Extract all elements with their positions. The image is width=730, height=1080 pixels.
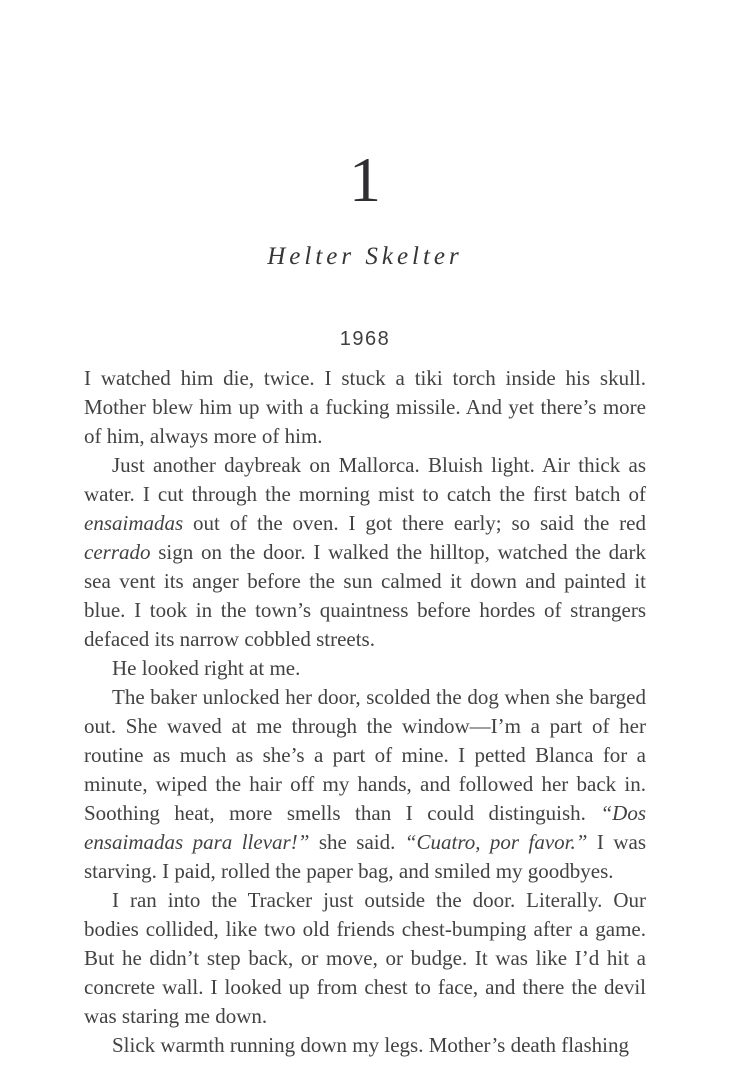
text-run: Just another daybreak on Mallorca. Bluish light. Air thick as water. I cut through the morning mist to catch the first batch of [84, 453, 646, 506]
text-run: Slick warmth running down my legs. Mother’s death flashing [112, 1033, 629, 1057]
italic-run: ensaimadas [84, 511, 184, 535]
chapter-title: Helter Skelter [267, 243, 463, 270]
paragraph [84, 451, 646, 654]
chapter-number: 1 [349, 144, 381, 215]
paragraph [84, 1031, 646, 1060]
paragraph [84, 654, 646, 683]
chapter-body [84, 364, 646, 1060]
paragraph [84, 683, 646, 886]
text-run: He looked right at me. [112, 656, 301, 680]
paragraph [84, 364, 646, 451]
italic-run: “Cuatro, por favor.” [404, 830, 588, 854]
italic-run: “Dos ensaimadas para llevar!” [84, 801, 646, 854]
chapter-date: 1968 [339, 328, 391, 350]
text-run: I was starving. I paid, rolled the paper bag, and smiled my goodbyes. [84, 830, 646, 883]
text-run: sign on the door. I walked the hilltop, watched the dark sea vent its anger before the sun calmed it down and painted it blue. I took in the town’s quaintness before hordes of strangers defaced its narrow cobbled streets. [84, 540, 646, 651]
text-run: out of the oven. I got there early; so said the red [183, 511, 646, 535]
italic-run: cerrado [84, 540, 151, 564]
text-run: I ran into the Tracker just outside the door. Literally. Our bodies collided, like two old friends chest-bumping after a game. But he didn’t step back, or move, or budge. It was like I’d hit a concrete wall. I looked up from chest to face, and there the devil was staring me down. [84, 888, 646, 1028]
paragraph [84, 886, 646, 1031]
text-run: she said. [309, 830, 405, 854]
text-run: The baker unlocked her door, scolded the dog when she barged out. She waved at me through the window—I’m a part of her routine as much as she’s a part of mine. I petted Blanca for a minute, wiped the hair off my hands, and followed her back in. Soothing heat, more smells than I could distinguish. [84, 685, 646, 825]
text-run: I watched him die, twice. I stuck a tiki torch inside his skull. Mother blew him up with a fucking missile. And yet there’s more of him, always more of him. [84, 366, 646, 448]
